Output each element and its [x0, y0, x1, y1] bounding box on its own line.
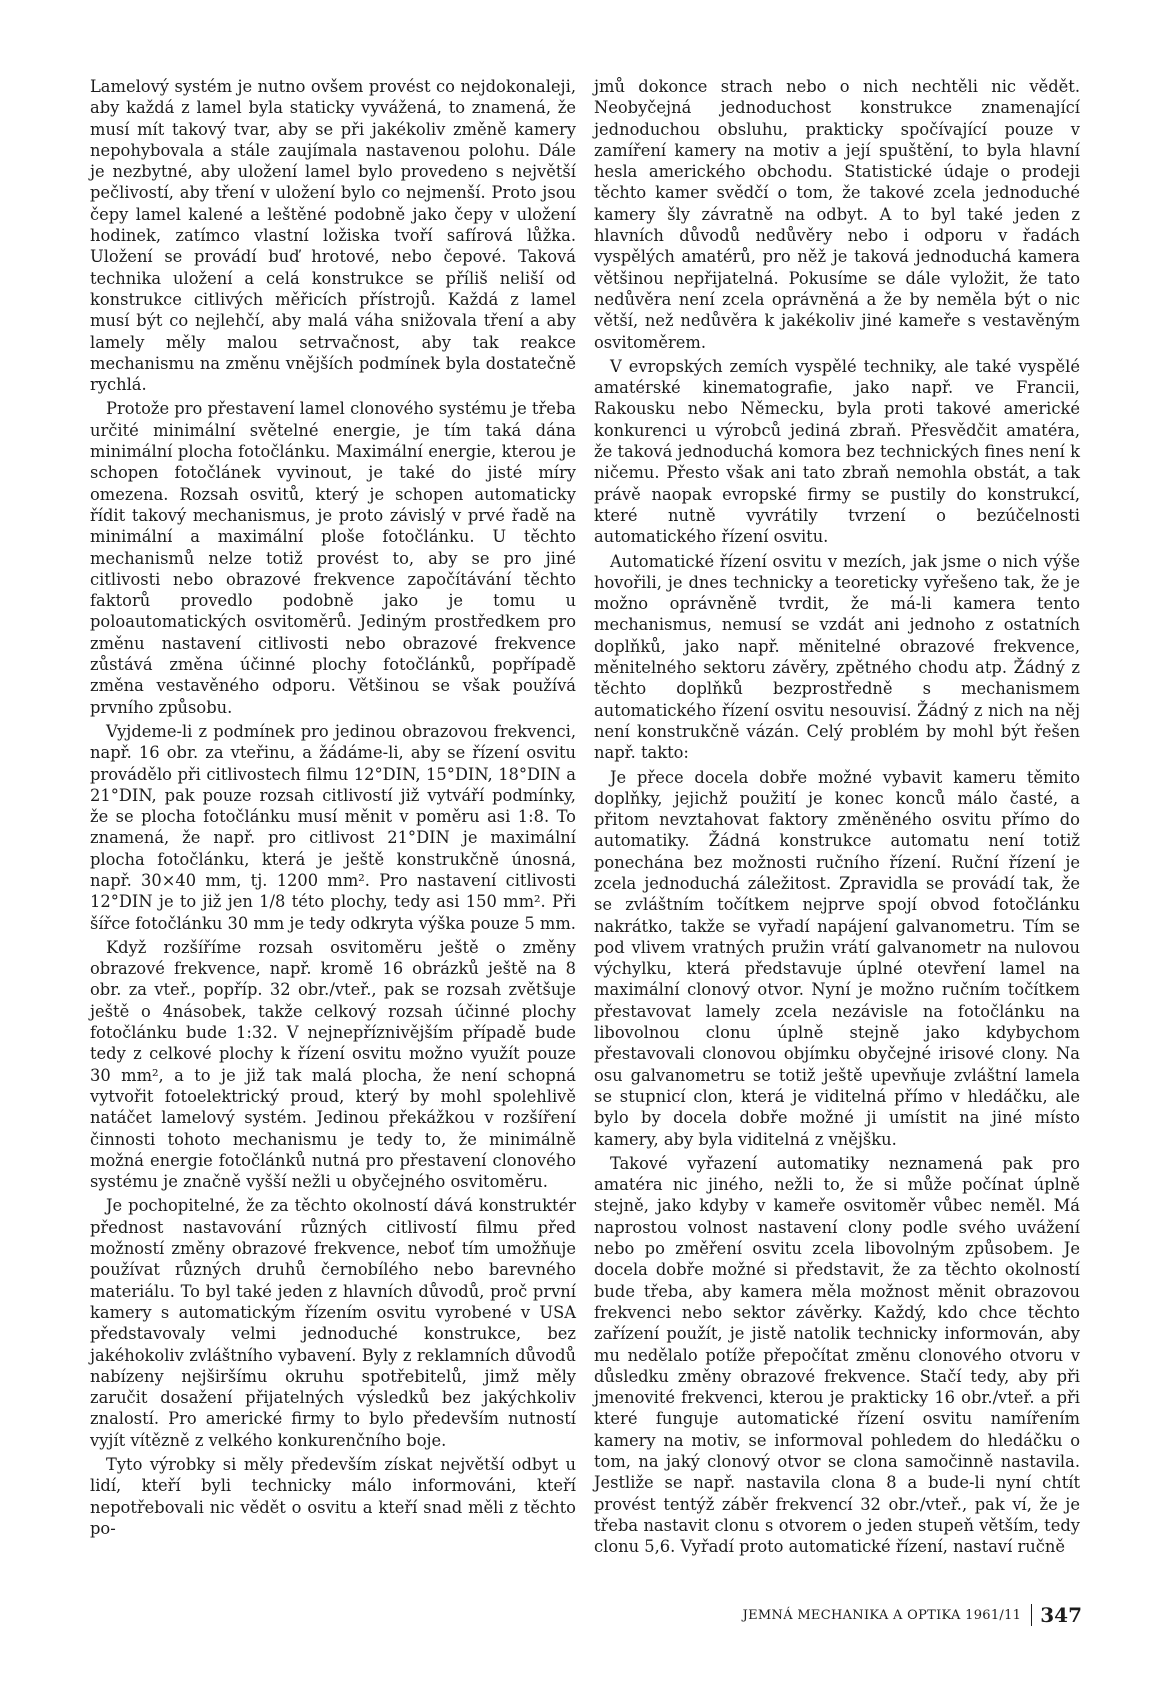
paragraph: Lamelový systém je nutno ovšem provést co nejdokonaleji, aby každá z lamel byla staticky vyvážená, to znamená, že musí mít takový tvar, aby se při jakékoliv změně kamery nepohybovala a stále zaujímala nastavenou polohu. Dále je nezbytné, aby uložení lamel bylo provedeno s největší pečlivostí, aby tření v uložení bylo co nejmenší. Proto jsou čepy lamel kalené a leštěné podobně jako čepy v uložení hodinek, zatímco vlastní ložiska tvoří safírová lůžka. Uložení se provádí buď hrotové, nebo čepové. Taková technika uložení a celá konstrukce se příliš neliší od konstrukce citlivých měřicích přístrojů. Každá z lamel musí být co nejlehčí, aby malá váha snižovala tření a aby lamely měly malou setrvačnost, aby tak reakce mechanismu na změnu vnějších podmínek byla dostatečně rychlá.: [90, 77, 576, 395]
paragraph: Protože pro přestavení lamel clonového systému je třeba určité minimální světelné energie, je tím taká dána minimální plocha fotočlánku. Maximální energie, kterou je schopen fotočlánek vyvinout, je také do jisté míry omezena. Rozsah osvitů, který je schopen automaticky řídit takový mechanismus, je proto závislý v prvé řadě na minimální a maximální ploše fotočlánku. U těchto mechanismů nelze totiž provést to, aby se pro jiné citlivosti nebo obrazové frekvence započítávání těchto faktorů provedlo podobně jako je tomu u poloautomatických osvitoměrů. Jediným prostředkem pro změnu nastavení citlivosti nebo obrazové frekvence zůstává změna účinné plochy fotočlánků, popřípadě změna vestavěného odporu. Většinou se však používá prvního způsobu.: [90, 399, 576, 717]
footer-divider: [1031, 1604, 1032, 1626]
paragraph: Když rozšíříme rozsah osvitoměru ještě o změny obrazové frekvence, např. kromě 16 obrázků ještě na 8 obr. za vteř., popříp. 32 obr./vteř., pak se rozsah zvětšuje ještě o 4násobek, takže celkový rozsah účinné plochy fotočlánku bude 1:32. V nejnepříznivějším případě bude tedy z celkové plochy k řízení osvitu možno využít pouze 30 mm², a to je již tak malá plocha, že není schopná vytvořit fotoelektrický proud, který by mohl spolehlivě natáčet lamelový systém. Jedinou překážkou v rozšíření činnosti tohoto mechanismu je tedy to, že minimálně možná energie fotočlánků nutná pro přestavení clonového systému je značně vyšší nežli u obyčejného osvitoměru.: [90, 937, 576, 1192]
paragraph: Je přece docela dobře možné vybavit kameru těmito doplňky, jejichž použití je konec konců málo časté, a přitom nevztahovat faktory změněného osvitu přímo do automatiky. Žádná konstrukce automatu není totiž ponechána bez možnosti ručního řízení. Ruční řízení je zcela jednoduchá záležitost. Zpravidla se provádí tak, že se zvláštním točítkem nejprve spojí obvod fotočlánku nakrátko, takže se vyřadí napájení galvanometru. Tím se pod vlivem vratných pružin vrátí galvanometr na nulovou výchylku, která představuje úplné otevření lamel na maximální clonový otvor. Nyní je možno ručním točítkem přestavovat lamely zcela nezávisle na fotočlánku na libovolnou clonu úplně stejně jako kdybychom přestavovali clonovou objímku obyčejné irisové clony. Na osu galvanometru se totiž ještě upevňuje zvláštní lamela se stupnicí clon, která je viditelná přímo v hledáčku, ale bylo by docela dobře možné ji umístit na jiné místo kamery, aby byla viditelná z vnějšku.: [594, 767, 1080, 1149]
left-column: [90, 76, 576, 1542]
paragraph: Tyto výrobky si měly především získat největší odbyt u lidí, kteří byli technicky málo informováni, kteří nepotřebovali nic vědět o osvitu a kteří snad měli z těchto po-: [90, 1455, 576, 1538]
paragraph: Je pochopitelné, že za těchto okolností dává konstruktér přednost nastavování různých citlivostí filmu před možností změny obrazové frekvence, neboť tím umožňuje používat různých druhů černobílého nebo barevného materiálu. To byl také jeden z hlavních důvodů, proč první kamery s automatickým řízením osvitu vyrobené v USA představovaly velmi jednoduché konstrukce, bez jakéhokoliv zvláštního vybavení. Byly z reklamních důvodů nabízeny nejširšímu okruhu spotřebitelů, jimž měly zaručit dosažení přijatelných výsledků bez jakýchkoliv znalostí. Pro americké firmy to bylo především nutností vyjít vítězně z velkého konkurenčního boje.: [90, 1196, 576, 1450]
right-column: [594, 76, 1080, 1560]
paragraph: Takové vyřazení automatiky neznamená pak pro amatéra nic jiného, nežli to, že si může počínat úplně stejně, jako kdyby v kameře osvitoměr vůbec neměl. Má naprostou volnost nastavení clony podle svého uvážení nebo po změření osvitu zcela libovolným způsobem. Je docela dobře možné si představit, že za těchto okolností bude třeba, aby kamera měla možnost měnit obrazovou frekvenci nebo sektor závěrky. Každý, kdo chce těchto zařízení použít, je jistě natolik technicky informován, aby mu nedělalo potíže přepočítat změnu clonového otvoru v důsledku změny obrazové frekvence. Stačí tedy, aby při jmenovité frekvenci, kterou je prakticky 16 obr./vteř. a při které funguje automatické řízení osvitu namířením kamery na motiv, se informoval pohledem do hledáčku o tom, na jaký clonový otvor se clona samočinně nastavila. Jestliže se např. nastavila clona 8 a bude-li nyní chtít provést tentýž záběr frekvencí 32 obr./vteř., pak ví, že je třeba nastavit clonu s otvorem o jeden stupeň větším, tedy clonu 5,6. Vyřadí proto automatické řízení, nastaví ručně: [594, 1153, 1080, 1557]
journal-title: JEMNÁ MECHANIKA A OPTIKA 1961/11: [742, 1607, 1022, 1623]
page-footer: [740, 1600, 1082, 1630]
paragraph: Vyjdeme-li z podmínek pro jedinou obrazovou frekvenci, např. 16 obr. za vteřinu, a žádáme-li, aby se řízení osvitu provádělo při citlivostech filmu 12°DIN, 15°DIN, 18°DIN a 21°DIN, pak pouze rozsah citlivostí již vytváří podmínky, že se plocha fotočlánku musí měnit v poměru asi 1:8. To znamená, že např. pro citlivost 21°DIN je maximální plocha fotočlánku, která je ještě konstrukčně únosná, např. 30×40 mm, tj. 1200 mm². Pro nastavení citlivosti 12°DIN je to již jen 1/8 této plochy, tedy asi 150 mm². Při šířce fotočlánku 30 mm je tedy odkryta výška pouze 5 mm.: [90, 721, 576, 933]
paragraph: Automatické řízení osvitu v mezích, jak jsme o nich výše hovořili, je dnes technicky a teoreticky vyřešeno tak, že je možno oprávněně tvrdit, že má-li kamera tento mechanismus, nemusí se vzdát ani jednoho z ostatních doplňků, jako např. měnitelné obrazové frekvence, měnitelného sektoru závěry, zpětného chodu atp. Žádný z těchto doplňků bezprostředně s mechanismem automatického řízení osvitu nesouvisí. Žádný z nich na něj není konstrukčně vázán. Celý problém by mohl být řešen např. takto:: [594, 551, 1080, 763]
page-number: 347: [1040, 1603, 1082, 1627]
paragraph: V evropských zemích vyspělé techniky, ale také vyspělé amatérské kinematografie, jako např. ve Francii, Rakousku nebo Německu, byla proti takové americké konkurenci u výrobců jediná zbraň. Přesvědčit amatéra, že taková jednoduchá komora bez technických fines není k ničemu. Přesto však ani tato zbraň nemohla obstát, a tak právě naopak evropské firmy se pustily do konstrukcí, které nutně vyvrátily tvrzení o bezúčelnosti automatického řízení osvitu.: [594, 356, 1080, 547]
paragraph: jmů dokonce strach nebo o nich nechtěli nic vědět. Neobyčejná jednoduchost konstrukce znamenající jednoduchou obsluhu, prakticky spočívající pouze v zamíření kamery na motiv a její spuštění, to byla hlavní hesla amerického obchodu. Statistické údaje o prodeji těchto kamer svědčí o tom, že takové zcela jednoduché kamery šly závratně na odbyt. A to byl také jeden z hlavních důvodů nedůvěry nebo i odporu v řadách vyspělých amatérů, pro něž je taková jednoduchá kamera většinou nepřijatelná. Pokusíme se dále vyložit, že tato nedůvěra není zcela oprávněná a že by neměla být o nic větší, než nedůvěra k jakékoliv jiné kameře s vestavěným osvitoměrem.: [594, 77, 1080, 352]
